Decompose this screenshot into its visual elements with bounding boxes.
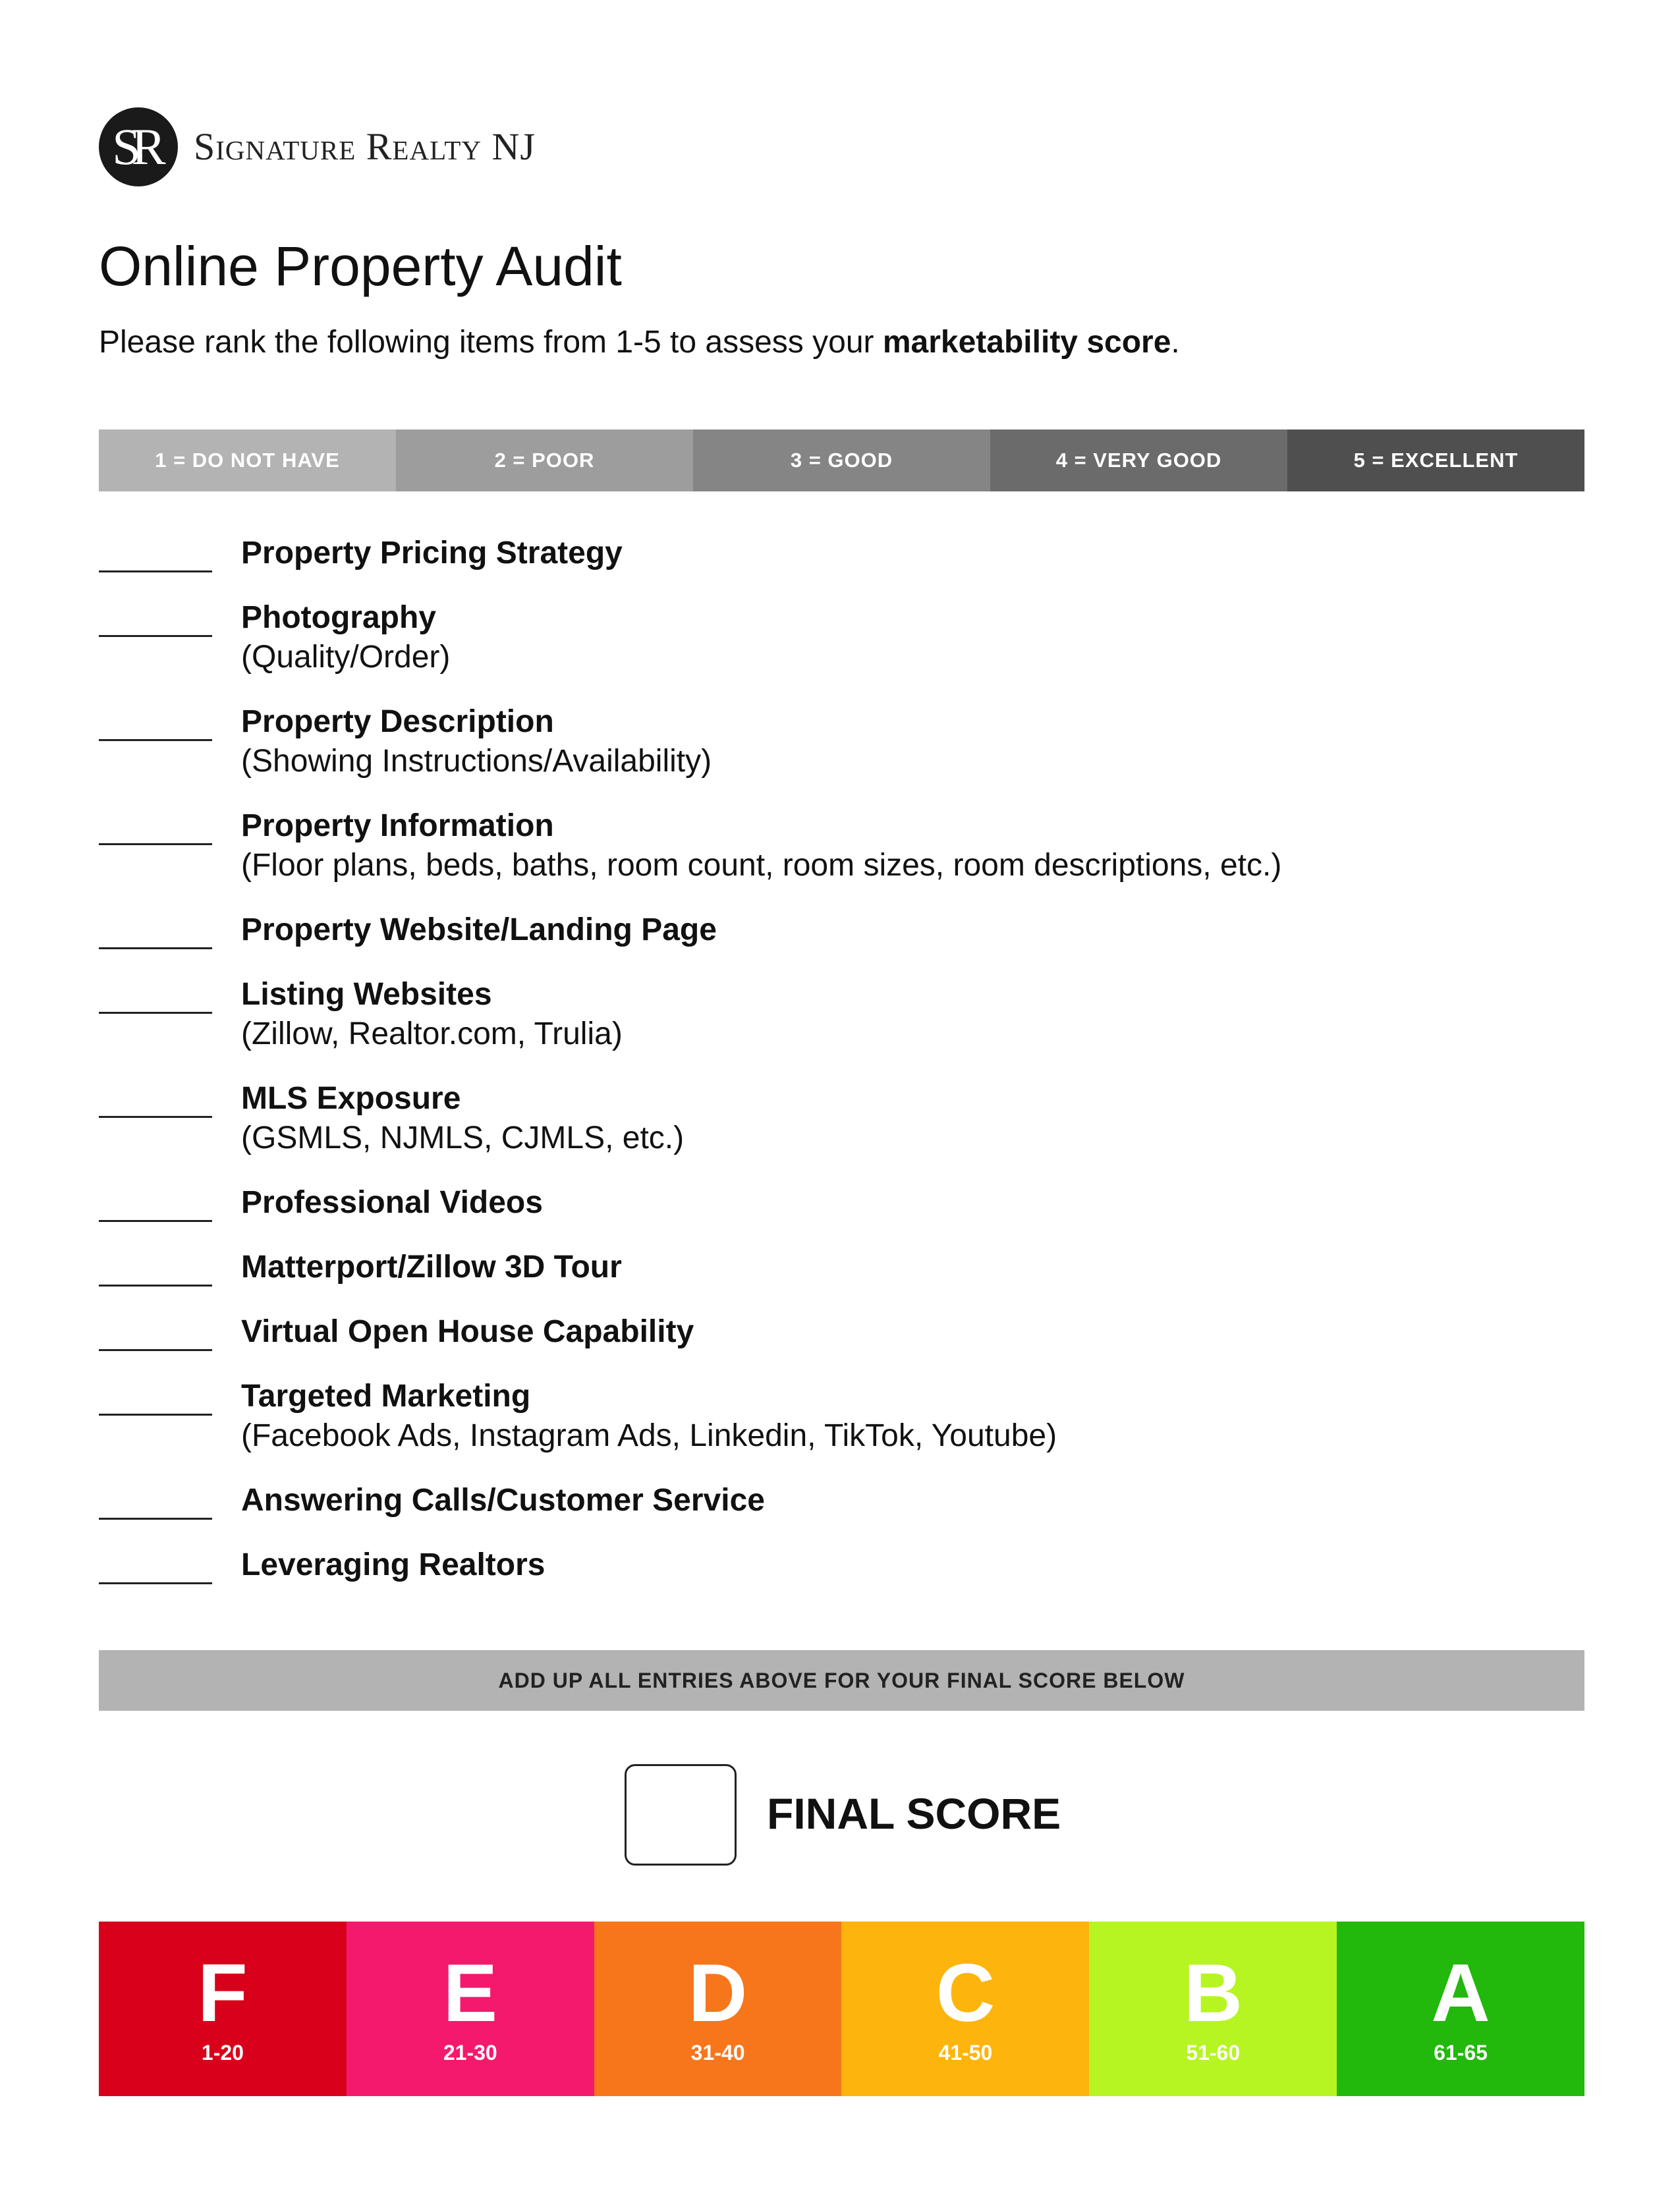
audit-item (99, 1248, 1584, 1287)
grade-range: 21-30 (443, 2041, 497, 2064)
rating-blank-field[interactable] (99, 707, 212, 741)
audit-item (99, 910, 1584, 950)
rating-blank-field[interactable] (99, 1084, 212, 1118)
grade-letter: A (1431, 1948, 1490, 2039)
audit-item-title: Leveraging Realtors (241, 1547, 546, 1582)
audit-item-subtitle: (Facebook Ads, Instagram Ads, Linkedin, TikTok, Youtube) (241, 1418, 1057, 1453)
rating-blank-field[interactable] (99, 1317, 212, 1351)
grade-cell (1089, 1922, 1337, 2096)
subtitle-emphasis: marketability score (882, 325, 1171, 360)
rating-blank-field[interactable] (99, 916, 212, 949)
audit-item (99, 1312, 1584, 1352)
final-score-label: FINAL SCORE (767, 1789, 1061, 1838)
scale-cell: 4 = VERY GOOD (990, 429, 1287, 491)
scale-cell: 5 = EXCELLENT (1287, 429, 1584, 491)
scale-cell: 1 = DO NOT HAVE (99, 429, 396, 491)
audit-item-title: Listing Websites (241, 977, 492, 1012)
audit-item-text (241, 1312, 694, 1352)
rating-blank-field[interactable] (99, 1382, 212, 1416)
sum-instruction-bar: ADD UP ALL ENTRIES ABOVE FOR YOUR FINAL SCORE BELOW (99, 1650, 1584, 1711)
audit-item (99, 534, 1584, 573)
grade-letter: F (198, 1948, 248, 2039)
audit-item-title: Professional Videos (241, 1185, 543, 1220)
audit-item-title: Targeted Marketing (241, 1379, 531, 1414)
audit-item-text (241, 1183, 543, 1223)
scale-cell: 3 = GOOD (693, 429, 990, 491)
rating-blank-field[interactable] (99, 812, 212, 845)
audit-item (99, 1481, 1584, 1520)
rating-blank-field[interactable] (99, 1486, 212, 1520)
page-title: Online Property Audit (99, 235, 622, 297)
rating-blank-field[interactable] (99, 603, 212, 637)
audit-item-title: Property Website/Landing Page (241, 912, 717, 947)
rating-blank-field[interactable] (99, 1253, 212, 1287)
audit-item-list (99, 534, 1584, 1610)
audit-item (99, 702, 1584, 781)
logo-mark: SR (99, 107, 178, 186)
subtitle-text: Please rank the following items from 1-5 to assess your (99, 325, 883, 360)
rating-blank-field[interactable] (99, 539, 212, 572)
audit-item-text (241, 598, 450, 677)
audit-item-subtitle: (GSMLS, NJMLS, CJMLS, etc.) (241, 1121, 685, 1155)
audit-item (99, 1545, 1584, 1585)
brand-name: Signature Realty NJ (194, 125, 536, 168)
audit-item-text (241, 702, 712, 781)
audit-item-text (241, 534, 623, 573)
grade-scale (99, 1922, 1584, 2096)
grade-cell (347, 1922, 594, 2096)
audit-item-text (241, 1545, 545, 1585)
audit-item (99, 1377, 1584, 1456)
audit-item (99, 1079, 1584, 1158)
rating-blank-field[interactable] (99, 1551, 212, 1584)
grade-cell (1337, 1922, 1584, 2096)
audit-item-subtitle: (Floor plans, beds, baths, room count, room sizes, room descriptions, etc.) (241, 848, 1282, 883)
audit-item-text (241, 806, 1281, 885)
grade-range: 51-60 (1186, 2041, 1241, 2064)
grade-cell (841, 1922, 1089, 2096)
audit-item (99, 598, 1584, 677)
grade-range: 1-20 (201, 2041, 244, 2064)
final-score-box[interactable] (625, 1764, 737, 1866)
audit-item-title: Matterport/Zillow 3D Tour (241, 1250, 622, 1285)
audit-item-title: Property Pricing Strategy (241, 536, 623, 570)
audit-item-text (241, 1377, 1057, 1456)
grade-range: 31-40 (690, 2041, 745, 2064)
audit-item-subtitle: (Quality/Order) (241, 640, 451, 675)
audit-item-text (241, 975, 623, 1054)
audit-item-title: Property Description (241, 704, 554, 739)
audit-item-text (241, 1481, 765, 1520)
audit-item-title: Property Information (241, 808, 554, 843)
grade-cell (99, 1922, 347, 2096)
scale-cell: 2 = POOR (396, 429, 693, 491)
audit-item-subtitle: (Zillow, Realtor.com, Trulia) (241, 1016, 623, 1051)
brand-logo (99, 105, 536, 188)
audit-item (99, 975, 1584, 1054)
grade-letter: E (443, 1948, 498, 2039)
grade-letter: B (1183, 1948, 1243, 2039)
audit-item-title: Virtual Open House Capability (241, 1314, 694, 1349)
audit-item (99, 806, 1584, 885)
grade-cell (594, 1922, 842, 2096)
audit-item-text (241, 1079, 684, 1158)
audit-item-title: Photography (241, 600, 436, 635)
audit-item-title: MLS Exposure (241, 1081, 461, 1116)
audit-item-text (241, 1248, 622, 1287)
audit-item-title: Answering Calls/Customer Service (241, 1483, 765, 1518)
grade-letter: D (688, 1948, 748, 2039)
audit-item (99, 1183, 1584, 1223)
grade-range: 41-50 (938, 2041, 993, 2064)
rating-blank-field[interactable] (99, 980, 212, 1014)
page-subtitle (99, 327, 1180, 358)
audit-item-subtitle: (Showing Instructions/Availability) (241, 744, 712, 779)
subtitle-end: . (1171, 325, 1180, 360)
grade-range: 61-65 (1434, 2041, 1488, 2064)
grade-letter: C (936, 1948, 995, 2039)
rating-blank-field[interactable] (99, 1188, 212, 1222)
audit-item-text (241, 910, 717, 950)
rating-scale-legend (99, 429, 1584, 491)
